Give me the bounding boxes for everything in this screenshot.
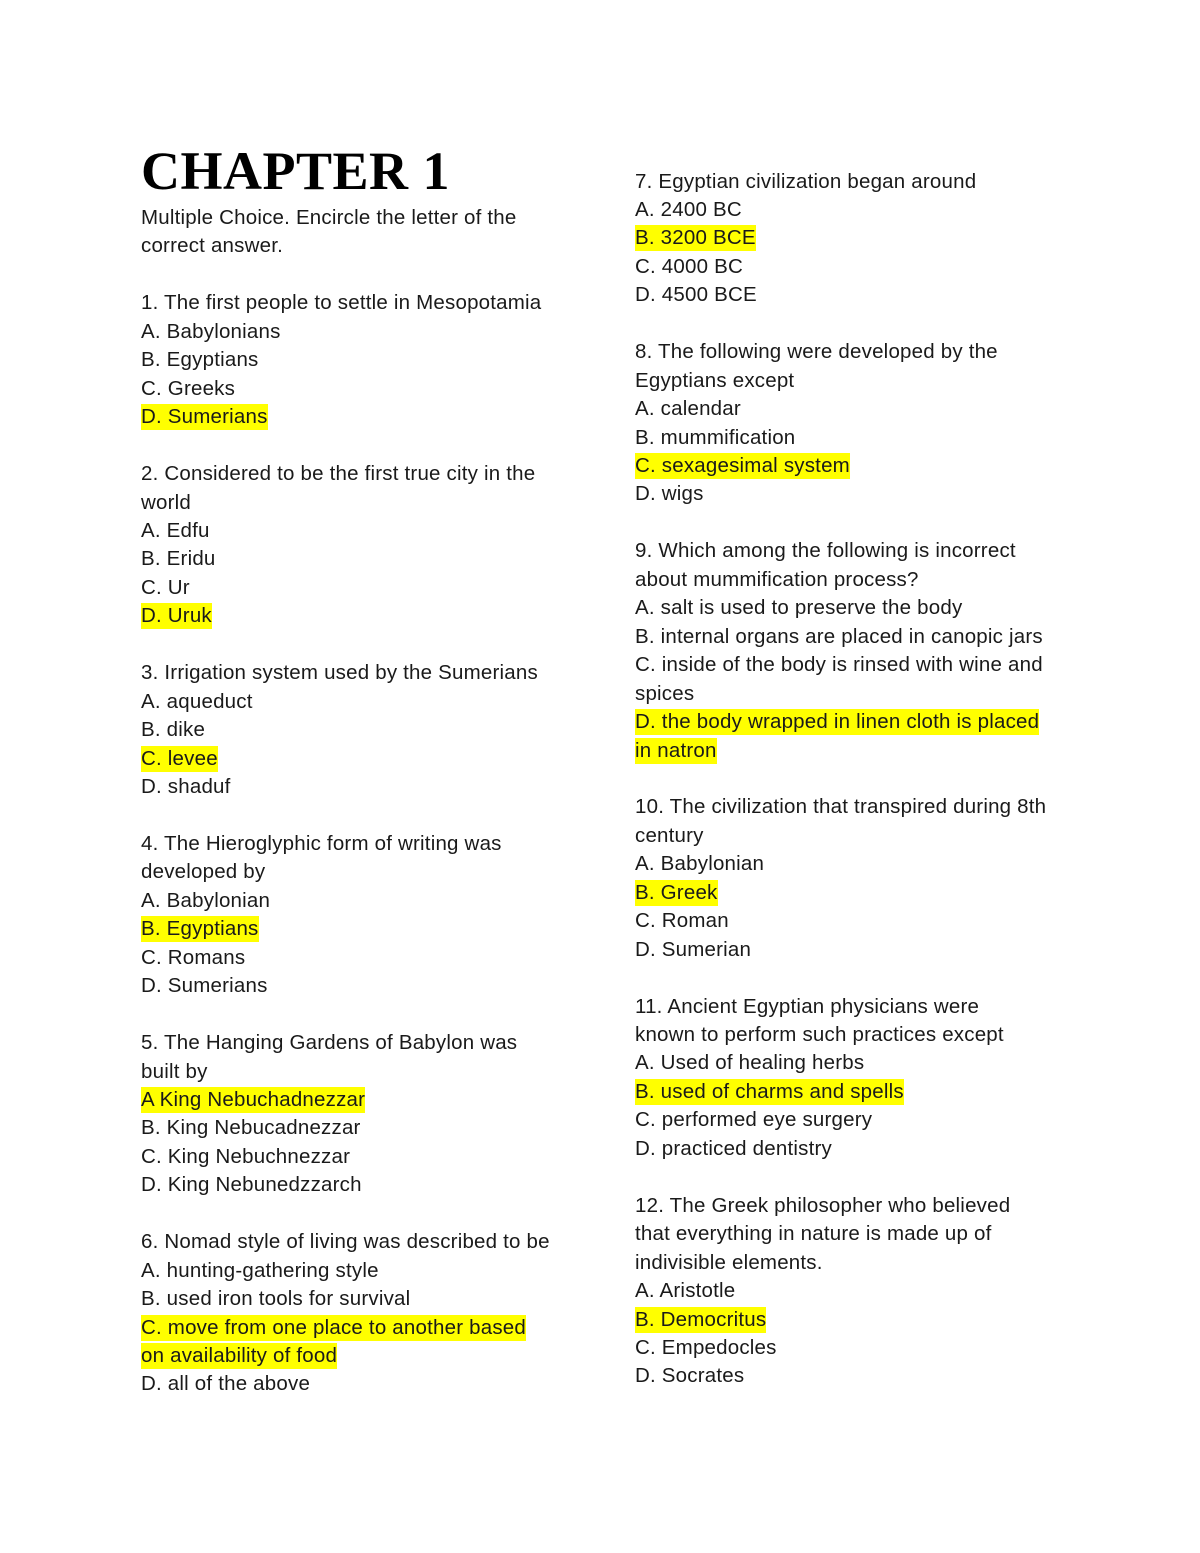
answer-choice-text: B. Eridu	[141, 547, 216, 571]
answer-choice-text: B. internal organs are placed in canopic jars	[635, 624, 1043, 648]
answer-choice	[141, 972, 268, 1000]
answer-choice-text: D. practiced dentistry	[635, 1136, 832, 1160]
answer-choice-correct	[141, 915, 259, 943]
answer-choice-text: D. wigs	[635, 482, 704, 506]
answer-choice	[141, 318, 281, 346]
answer-choice-correct	[635, 708, 1039, 736]
answer-choice	[635, 253, 743, 281]
question-stem-text: 8. The following were developed by the	[635, 340, 998, 364]
answer-choice-text: spices	[635, 681, 695, 705]
highlighted-answer-text: B. Democritus	[635, 1307, 767, 1331]
answer-choice-text: A. Babylonians	[141, 319, 281, 343]
question-stem-text: 2. Considered to be the first true city in the	[141, 462, 536, 486]
question-stem-text: known to perform such practices except	[635, 1023, 1004, 1046]
answer-choice	[635, 1334, 777, 1362]
question-stem-text: Egyptians except	[635, 368, 795, 392]
answer-choice-text: C. Roman	[635, 909, 729, 933]
answer-choice	[141, 346, 259, 374]
answer-choice-correct	[635, 737, 717, 765]
answer-choice	[141, 1285, 410, 1313]
answer-choice	[141, 887, 270, 915]
question-stem-text: 9. Which among the following is incorrect	[635, 539, 1016, 563]
answer-choice-correct	[635, 452, 850, 480]
question-stem-text: 12. The Greek philosopher who believed	[635, 1193, 1011, 1217]
question-stem	[141, 1228, 550, 1256]
question-stem	[635, 1021, 1004, 1049]
highlighted-answer-text: C. move from one place to another based	[141, 1315, 526, 1339]
question-stem	[635, 1220, 992, 1248]
answer-choice-text: B. used iron tools for survival	[141, 1287, 411, 1311]
answer-choice-text: B. King Nebucadnezzar	[141, 1116, 361, 1140]
highlighted-answer-text: A King Nebuchadnezzar	[141, 1087, 366, 1111]
answer-choice	[635, 623, 1043, 651]
answer-choice-text: A. Babylonian	[141, 888, 271, 912]
question-stem	[141, 289, 541, 317]
answer-choice-text: D. Sumerians	[141, 974, 268, 998]
answer-choice	[141, 688, 253, 716]
answer-choice-correct	[141, 1314, 526, 1342]
answer-choice-correct	[141, 602, 212, 630]
answer-choice-text: A. Edfu	[141, 518, 210, 542]
question-stem	[141, 1058, 208, 1086]
instructions-line	[141, 204, 517, 232]
question-stem	[141, 1029, 517, 1057]
answer-choice-correct	[141, 745, 218, 773]
answer-choice-text: C. performed eye surgery	[635, 1108, 873, 1132]
answer-choice-correct	[635, 1078, 904, 1106]
question-stem-text: developed by	[141, 860, 266, 884]
question-stem-text: that everything in nature is made up of	[635, 1222, 992, 1246]
question-stem	[141, 460, 535, 488]
answer-choice-text: C. 4000 BC	[635, 254, 743, 278]
answer-choice-text: C. King Nebuchnezzar	[141, 1144, 351, 1168]
answer-choice-text: B. dike	[141, 718, 206, 742]
answer-choice-correct	[141, 403, 268, 431]
question-stem	[141, 489, 191, 517]
answer-choice	[141, 716, 205, 744]
instructions-line-text: correct answer.	[141, 234, 283, 258]
question-stem	[141, 858, 265, 886]
instructions-line-text: Multiple Choice. Encircle the letter of the	[141, 206, 517, 229]
answer-choice	[635, 850, 764, 878]
answer-choice	[635, 594, 962, 622]
answer-choice-text: A. Babylonian	[635, 852, 765, 876]
answer-choice	[141, 1114, 361, 1142]
question-stem	[635, 793, 1046, 821]
highlighted-answer-text: B. Egyptians	[141, 917, 259, 941]
answer-choice	[635, 1135, 832, 1163]
highlighted-answer-text: D. Sumerians	[141, 405, 268, 429]
answer-choice-text: C. Empedocles	[635, 1335, 777, 1359]
answer-choice	[635, 680, 694, 708]
question-stem	[635, 822, 704, 850]
question-stem-text: about mummification process?	[635, 567, 919, 591]
answer-choice-text: A. salt is used to preserve the body	[635, 596, 963, 620]
answer-choice	[635, 480, 704, 508]
question-stem-text: 1. The first people to settle in Mesopotamia	[141, 291, 542, 315]
answer-choice	[635, 395, 741, 423]
answer-choice-text: D. 4500 BCE	[635, 283, 757, 307]
question-stem	[635, 338, 998, 366]
highlighted-answer-text: B. Greek	[635, 880, 718, 904]
question-stem	[141, 659, 538, 687]
question-stem	[141, 830, 502, 858]
answer-choice-correct	[635, 879, 718, 907]
answer-choice-text: A. aqueduct	[141, 689, 253, 713]
highlighted-answer-text: C. levee	[141, 746, 218, 770]
answer-choice-text: D. Socrates	[635, 1364, 745, 1388]
question-stem-text: 10. The civilization that transpired during 8th	[635, 795, 1047, 819]
answer-choice	[635, 1277, 735, 1305]
question-stem	[635, 993, 979, 1021]
answer-choice	[635, 936, 751, 964]
answer-choice-correct	[141, 1342, 337, 1370]
answer-choice-correct	[141, 1086, 365, 1114]
question-stem	[635, 367, 794, 395]
answer-choice	[141, 574, 190, 602]
answer-choice-text: C. Romans	[141, 945, 246, 969]
answer-choice	[635, 1362, 744, 1390]
answer-choice	[141, 517, 210, 545]
answer-choice	[141, 944, 245, 972]
question-stem	[635, 1192, 1010, 1220]
question-stem-text: world	[141, 490, 191, 514]
question-stem-text: century	[635, 823, 704, 847]
answer-choice-text: C. Greeks	[141, 376, 236, 400]
answer-choice	[141, 375, 235, 403]
answer-choice-text: A. Aristotle	[635, 1279, 736, 1303]
instructions-line	[141, 232, 283, 260]
question-stem-text: 6. Nomad style of living was described to be	[141, 1230, 550, 1254]
page-title: CHAPTER 1	[141, 141, 451, 201]
answer-choice-text: D. shaduf	[141, 775, 231, 798]
answer-choice-text: D. all of the above	[141, 1372, 311, 1396]
question-stem	[635, 566, 919, 594]
answer-choice	[141, 773, 231, 801]
answer-choice-text: A. hunting-gathering style	[141, 1258, 379, 1282]
answer-choice	[635, 1049, 864, 1077]
answer-choice	[635, 196, 742, 224]
answer-choice-text: C. inside of the body is rinsed with wine and	[635, 653, 1043, 677]
answer-choice-text: D. Sumerian	[635, 937, 752, 961]
highlighted-answer-text: D. Uruk	[141, 604, 212, 628]
answer-choice	[635, 281, 757, 309]
highlighted-answer-text: in natron	[635, 738, 717, 762]
question-stem-text: 4. The Hieroglyphic form of writing was	[141, 831, 502, 855]
question-stem-text: 5. The Hanging Gardens of Babylon was	[141, 1031, 518, 1055]
answer-choice	[141, 1370, 310, 1398]
question-stem	[635, 168, 976, 196]
answer-choice-text: B. Egyptians	[141, 348, 259, 372]
highlighted-answer-text: B. used of charms and spells	[635, 1079, 904, 1103]
answer-choice-correct	[635, 224, 756, 252]
answer-choice	[635, 651, 1043, 679]
question-stem-text: 11. Ancient Egyptian physicians were	[635, 994, 980, 1018]
answer-choice	[141, 1257, 379, 1285]
answer-choice-text: D. King Nebunedzzarch	[141, 1173, 362, 1197]
answer-choice	[635, 424, 795, 452]
answer-choice	[635, 907, 729, 935]
question-stem-text: indivisible elements.	[635, 1250, 823, 1274]
answer-choice-text: A. 2400 BC	[635, 197, 742, 221]
highlighted-answer-text: C. sexagesimal system	[635, 454, 850, 477]
question-stem	[635, 537, 1016, 565]
question-stem-text: 7. Egyptian civilization began around	[635, 169, 977, 193]
highlighted-answer-text: D. the body wrapped in linen cloth is placed	[635, 710, 1040, 734]
question-stem	[635, 1249, 823, 1277]
answer-choice-correct	[635, 1306, 766, 1334]
answer-choice-text: A. Used of healing herbs	[635, 1051, 865, 1075]
answer-choice-text: C. Ur	[141, 575, 190, 599]
highlighted-answer-text: B. 3200 BCE	[635, 226, 756, 250]
answer-choice	[141, 1171, 362, 1199]
answer-choice	[635, 1106, 872, 1134]
answer-choice	[141, 1143, 350, 1171]
highlighted-answer-text: on availability of food	[141, 1344, 338, 1367]
question-stem-text: built by	[141, 1059, 208, 1083]
answer-choice-text: A. calendar	[635, 397, 741, 421]
answer-choice	[141, 545, 216, 573]
question-stem-text: 3. Irrigation system used by the Sumerians	[141, 661, 538, 685]
answer-choice-text: B. mummification	[635, 425, 796, 449]
